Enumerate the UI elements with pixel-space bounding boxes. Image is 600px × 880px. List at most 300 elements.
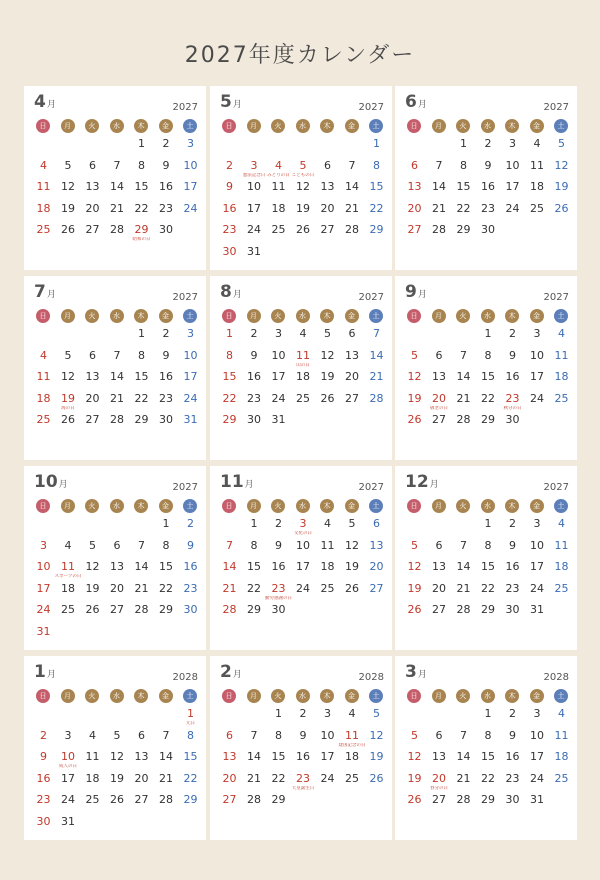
day-cell xyxy=(179,327,202,349)
day-number: 21 xyxy=(222,581,237,595)
day-cell xyxy=(452,729,475,751)
day-cell xyxy=(526,517,549,539)
day-number: 22 xyxy=(159,581,173,595)
day-number: 17 xyxy=(530,370,544,383)
day-number: 2 xyxy=(509,327,516,340)
days-grid xyxy=(395,707,577,837)
weekday-4: 木 xyxy=(320,119,334,133)
holiday-label: 敬老の日 xyxy=(430,405,448,411)
weekday-6: 土 xyxy=(369,309,383,323)
day-cell xyxy=(292,370,315,392)
day-number: 29 xyxy=(481,603,495,616)
day-cell xyxy=(218,392,241,414)
day-number: 7 xyxy=(250,728,258,742)
day-number: 10 xyxy=(183,348,198,362)
month-name xyxy=(405,92,427,112)
day-number: 17 xyxy=(296,560,310,573)
day-cell xyxy=(32,370,55,392)
day-number: 15 xyxy=(481,560,495,573)
day-number: 24 xyxy=(36,603,51,616)
weekday-5: 金 xyxy=(345,499,359,513)
day-number: 16 xyxy=(36,771,51,785)
day-number: 11 xyxy=(554,728,569,742)
weekday-3: 水 xyxy=(110,689,124,703)
day-cell xyxy=(428,202,451,224)
day-cell xyxy=(81,560,104,582)
day-cell xyxy=(550,539,573,561)
day-cell xyxy=(32,180,55,202)
weekday-6: 土 xyxy=(554,309,568,323)
day-cell xyxy=(243,560,266,582)
day-number: 19 xyxy=(110,771,124,785)
day-cell xyxy=(550,137,573,159)
month-5 xyxy=(210,86,392,270)
day-cell xyxy=(179,413,202,435)
day-cell xyxy=(57,603,80,625)
day-cell xyxy=(550,517,573,539)
day-number: 9 xyxy=(299,728,307,742)
month-number: 2 xyxy=(220,662,232,682)
day-cell xyxy=(477,560,500,582)
day-cell xyxy=(54,560,82,582)
day-number: 26 xyxy=(61,413,75,426)
day-number: 14 xyxy=(222,560,237,573)
day-number: 13 xyxy=(432,370,446,383)
day-cell xyxy=(243,517,266,539)
day-number: 14 xyxy=(110,180,124,193)
holiday-label: 昭和の日 xyxy=(132,237,151,242)
day-cell xyxy=(179,137,202,159)
day-cell xyxy=(57,180,80,202)
weekday-0: 日 xyxy=(222,689,236,703)
day-cell xyxy=(292,560,315,582)
month-number: 10 xyxy=(34,472,58,492)
weekday-6: 土 xyxy=(554,499,568,513)
month-name xyxy=(34,92,56,112)
day-cell xyxy=(81,180,104,202)
day-cell xyxy=(292,707,315,729)
weekday-2: 火 xyxy=(85,499,99,513)
day-cell xyxy=(452,202,475,224)
day-number: 20 xyxy=(134,771,149,785)
day-number: 8 xyxy=(373,158,380,172)
days-grid xyxy=(210,707,392,837)
day-cell xyxy=(292,772,315,794)
day-number: 7 xyxy=(138,538,145,552)
weekday-header xyxy=(222,499,383,513)
day-cell xyxy=(403,539,426,561)
day-number: 23 xyxy=(481,201,495,215)
day-cell xyxy=(452,349,475,371)
day-cell xyxy=(292,392,315,414)
day-cell xyxy=(218,603,241,625)
day-number: 24 xyxy=(247,223,261,236)
day-number: 13 xyxy=(345,348,359,362)
day-number: 5 xyxy=(411,348,418,362)
day-cell xyxy=(267,392,290,414)
day-cell xyxy=(155,327,178,349)
day-cell xyxy=(130,413,153,435)
day-number: 30 xyxy=(159,413,173,426)
weekday-6: 土 xyxy=(183,309,197,323)
day-number: 16 xyxy=(505,750,520,763)
weekday-3: 水 xyxy=(481,119,495,133)
day-cell xyxy=(292,582,315,604)
month-number: 1 xyxy=(34,662,46,682)
day-cell xyxy=(179,603,202,625)
day-cell xyxy=(452,560,475,582)
month-2 xyxy=(210,656,392,840)
weekday-header xyxy=(36,499,197,513)
weekday-3: 水 xyxy=(296,689,310,703)
month-1 xyxy=(24,656,206,840)
day-cell xyxy=(179,772,202,794)
day-number: 20 xyxy=(222,771,237,785)
weekday-1: 月 xyxy=(432,499,446,513)
day-cell xyxy=(477,603,500,625)
day-cell xyxy=(477,582,500,604)
day-number: 16 xyxy=(271,560,286,573)
weekday-5: 金 xyxy=(159,309,173,323)
weekday-4: 木 xyxy=(505,119,519,133)
weekday-header xyxy=(222,119,383,133)
day-cell xyxy=(526,750,549,772)
month-3 xyxy=(395,656,577,840)
weekday-2: 火 xyxy=(456,119,470,133)
day-number: 4 xyxy=(558,517,565,530)
day-number: 12 xyxy=(407,370,422,383)
month-number: 7 xyxy=(34,282,46,302)
day-number: 19 xyxy=(345,560,359,573)
day-number: 18 xyxy=(554,370,569,383)
day-cell xyxy=(179,707,202,729)
day-number: 25 xyxy=(61,603,75,616)
weekday-0: 日 xyxy=(36,119,50,133)
day-cell xyxy=(501,603,524,625)
day-number: 15 xyxy=(134,370,149,383)
day-number: 23 xyxy=(159,391,173,405)
day-number: 31 xyxy=(530,603,544,616)
day-cell xyxy=(501,729,524,751)
weekday-6: 土 xyxy=(183,119,197,133)
weekday-4: 木 xyxy=(505,309,519,323)
day-cell xyxy=(267,793,290,815)
day-cell xyxy=(428,180,451,202)
day-cell xyxy=(292,327,315,349)
weekday-3: 水 xyxy=(110,499,124,513)
holiday-label: スポーツの日 xyxy=(54,574,82,579)
month-10 xyxy=(24,466,206,650)
day-cell xyxy=(365,370,388,392)
day-number: 1 xyxy=(373,137,380,150)
day-number: 5 xyxy=(89,538,96,552)
day-cell xyxy=(243,245,266,267)
month-suffix: 月 xyxy=(244,480,254,490)
day-number: 7 xyxy=(460,728,467,742)
day-cell xyxy=(267,413,290,435)
day-number: 15 xyxy=(271,750,286,763)
day-number: 5 xyxy=(299,158,307,172)
day-number: 19 xyxy=(296,201,310,215)
day-cell xyxy=(452,772,475,794)
day-cell xyxy=(501,370,524,392)
day-cell xyxy=(81,793,104,815)
day-cell xyxy=(501,349,524,371)
day-cell xyxy=(338,728,366,751)
day-cell xyxy=(155,137,178,159)
day-cell xyxy=(452,223,475,245)
month-year: 2027 xyxy=(172,102,198,113)
day-cell xyxy=(477,729,500,751)
day-number: 17 xyxy=(247,201,261,215)
day-number: 5 xyxy=(411,728,418,742)
day-cell xyxy=(316,202,339,224)
day-number: 6 xyxy=(435,348,443,362)
day-number: 9 xyxy=(40,750,47,763)
day-number: 18 xyxy=(271,201,286,215)
day-cell xyxy=(155,603,178,625)
days-grid xyxy=(395,517,577,647)
day-number: 1 xyxy=(187,707,194,720)
day-cell xyxy=(452,793,475,815)
day-number: 1 xyxy=(226,327,233,340)
weekday-0: 日 xyxy=(407,499,421,513)
day-number: 27 xyxy=(345,391,359,405)
day-cell xyxy=(403,202,426,224)
day-number: 27 xyxy=(407,223,422,236)
holiday-label: 文化の日 xyxy=(294,531,312,536)
day-number: 9 xyxy=(250,348,258,362)
day-cell xyxy=(218,539,241,561)
day-cell xyxy=(428,603,451,625)
day-number: 20 xyxy=(432,581,446,595)
day-number: 25 xyxy=(554,391,569,405)
day-cell xyxy=(243,772,266,794)
day-cell xyxy=(218,370,241,392)
day-number: 13 xyxy=(432,750,446,763)
day-cell xyxy=(452,370,475,392)
day-number: 29 xyxy=(159,603,173,616)
day-cell xyxy=(292,202,315,224)
day-cell xyxy=(292,223,315,245)
day-number: 8 xyxy=(484,728,492,742)
day-cell xyxy=(316,772,339,794)
day-cell xyxy=(179,202,202,224)
day-number: 30 xyxy=(159,223,173,236)
day-number: 3 xyxy=(533,327,541,340)
day-cell xyxy=(218,772,241,794)
day-number: 20 xyxy=(85,391,100,405)
day-cell xyxy=(267,560,290,582)
weekday-4: 木 xyxy=(134,499,148,513)
day-number: 4 xyxy=(64,538,72,552)
day-number: 30 xyxy=(247,413,261,426)
day-number: 22 xyxy=(481,391,495,405)
day-number: 7 xyxy=(460,538,467,552)
weekday-2: 火 xyxy=(456,309,470,323)
day-number: 22 xyxy=(134,201,149,215)
day-cell xyxy=(428,560,451,582)
day-number: 20 xyxy=(369,560,384,573)
day-cell xyxy=(550,159,573,181)
day-cell xyxy=(501,137,524,159)
weekday-0: 日 xyxy=(36,499,50,513)
day-number: 1 xyxy=(484,327,492,340)
day-number: 11 xyxy=(85,750,100,763)
day-number: 17 xyxy=(183,370,198,383)
day-cell xyxy=(341,750,364,772)
day-number: 17 xyxy=(61,771,75,785)
weekday-4: 木 xyxy=(320,499,334,513)
day-number: 11 xyxy=(296,348,310,362)
month-name xyxy=(34,282,56,302)
day-number: 9 xyxy=(162,158,170,172)
month-name xyxy=(405,662,427,682)
day-cell xyxy=(155,159,178,181)
day-number: 29 xyxy=(222,413,237,426)
day-cell xyxy=(341,560,364,582)
month-year: 2028 xyxy=(172,672,198,683)
day-cell xyxy=(526,327,549,349)
day-number: 19 xyxy=(407,581,422,595)
day-cell xyxy=(477,793,500,815)
day-cell xyxy=(81,750,104,772)
day-cell xyxy=(267,582,290,604)
day-number: 28 xyxy=(456,413,471,426)
day-number: 30 xyxy=(505,793,520,806)
day-cell xyxy=(218,245,241,267)
day-cell xyxy=(501,707,524,729)
day-cell xyxy=(341,223,364,245)
day-cell xyxy=(81,223,104,245)
day-cell xyxy=(130,560,153,582)
day-number: 13 xyxy=(320,180,335,193)
day-number: 17 xyxy=(271,370,286,383)
day-cell xyxy=(106,370,129,392)
day-number: 30 xyxy=(222,244,237,258)
day-number: 21 xyxy=(456,771,471,785)
day-number: 6 xyxy=(324,158,331,172)
day-number: 6 xyxy=(138,728,145,742)
day-number: 16 xyxy=(296,750,310,763)
day-number: 17 xyxy=(505,180,520,193)
day-number: 16 xyxy=(183,560,198,573)
day-number: 17 xyxy=(530,560,544,573)
day-number: 10 xyxy=(36,560,51,573)
day-number: 12 xyxy=(320,348,335,362)
day-cell xyxy=(57,729,80,751)
month-suffix: 月 xyxy=(46,100,56,110)
day-cell xyxy=(477,327,500,349)
holiday-label: 海の日 xyxy=(61,405,75,411)
days-grid xyxy=(24,327,206,457)
day-number: 20 xyxy=(432,771,446,785)
day-cell xyxy=(428,582,451,604)
day-number: 1 xyxy=(275,707,282,720)
weekday-5: 金 xyxy=(530,499,544,513)
day-number: 16 xyxy=(247,370,261,383)
day-cell xyxy=(365,750,388,772)
day-number: 28 xyxy=(369,391,384,405)
day-number: 22 xyxy=(481,771,495,785)
day-number: 2 xyxy=(162,137,170,150)
day-cell xyxy=(452,539,475,561)
month-suffix: 月 xyxy=(232,100,242,110)
day-number: 12 xyxy=(369,728,384,742)
day-cell xyxy=(243,539,266,561)
day-number: 18 xyxy=(61,581,75,595)
day-number: 12 xyxy=(554,158,569,172)
weekday-1: 月 xyxy=(61,689,75,703)
day-number: 25 xyxy=(271,223,286,236)
weekday-5: 金 xyxy=(530,689,544,703)
day-cell xyxy=(526,793,549,815)
day-number: 13 xyxy=(110,560,124,573)
day-number: 5 xyxy=(324,327,331,340)
day-number: 15 xyxy=(159,560,173,573)
weekday-2: 火 xyxy=(271,119,285,133)
day-number: 10 xyxy=(530,348,544,362)
day-cell xyxy=(365,137,388,159)
day-number: 3 xyxy=(299,517,307,530)
day-cell xyxy=(316,327,339,349)
weekday-0: 日 xyxy=(407,689,421,703)
day-cell xyxy=(32,793,55,815)
weekday-3: 水 xyxy=(481,499,495,513)
day-cell xyxy=(403,159,426,181)
day-number: 29 xyxy=(369,223,384,236)
page-title: 2027年度カレンダー xyxy=(184,43,416,68)
weekday-0: 日 xyxy=(407,309,421,323)
day-cell xyxy=(57,349,80,371)
month-8 xyxy=(210,276,392,460)
day-number: 31 xyxy=(247,244,261,258)
days-grid xyxy=(24,137,206,267)
day-number: 2 xyxy=(250,327,258,340)
weekday-header xyxy=(222,689,383,703)
day-cell xyxy=(477,517,500,539)
day-number: 3 xyxy=(533,517,541,530)
day-cell xyxy=(452,392,475,414)
month-name xyxy=(220,472,254,492)
day-number: 11 xyxy=(36,180,51,193)
day-number: 19 xyxy=(407,771,422,785)
weekday-1: 月 xyxy=(247,309,261,323)
day-cell xyxy=(477,539,500,561)
month-9 xyxy=(395,276,577,460)
day-cell xyxy=(292,349,315,371)
day-cell xyxy=(243,349,266,371)
day-cell xyxy=(32,582,55,604)
day-cell xyxy=(32,729,55,751)
day-number: 28 xyxy=(456,793,471,806)
day-number: 25 xyxy=(320,581,335,595)
weekday-6: 土 xyxy=(554,119,568,133)
day-cell xyxy=(267,180,290,202)
day-number: 28 xyxy=(134,603,149,616)
day-number: 25 xyxy=(85,793,100,806)
day-number: 15 xyxy=(247,560,261,573)
day-cell xyxy=(130,180,153,202)
day-number: 19 xyxy=(369,750,384,763)
day-number: 11 xyxy=(345,728,359,742)
day-number: 2 xyxy=(162,327,170,340)
day-number: 9 xyxy=(509,348,516,362)
weekday-5: 金 xyxy=(159,499,173,513)
day-number: 26 xyxy=(110,793,124,806)
day-number: 29 xyxy=(456,223,471,236)
month-year: 2027 xyxy=(543,292,569,303)
